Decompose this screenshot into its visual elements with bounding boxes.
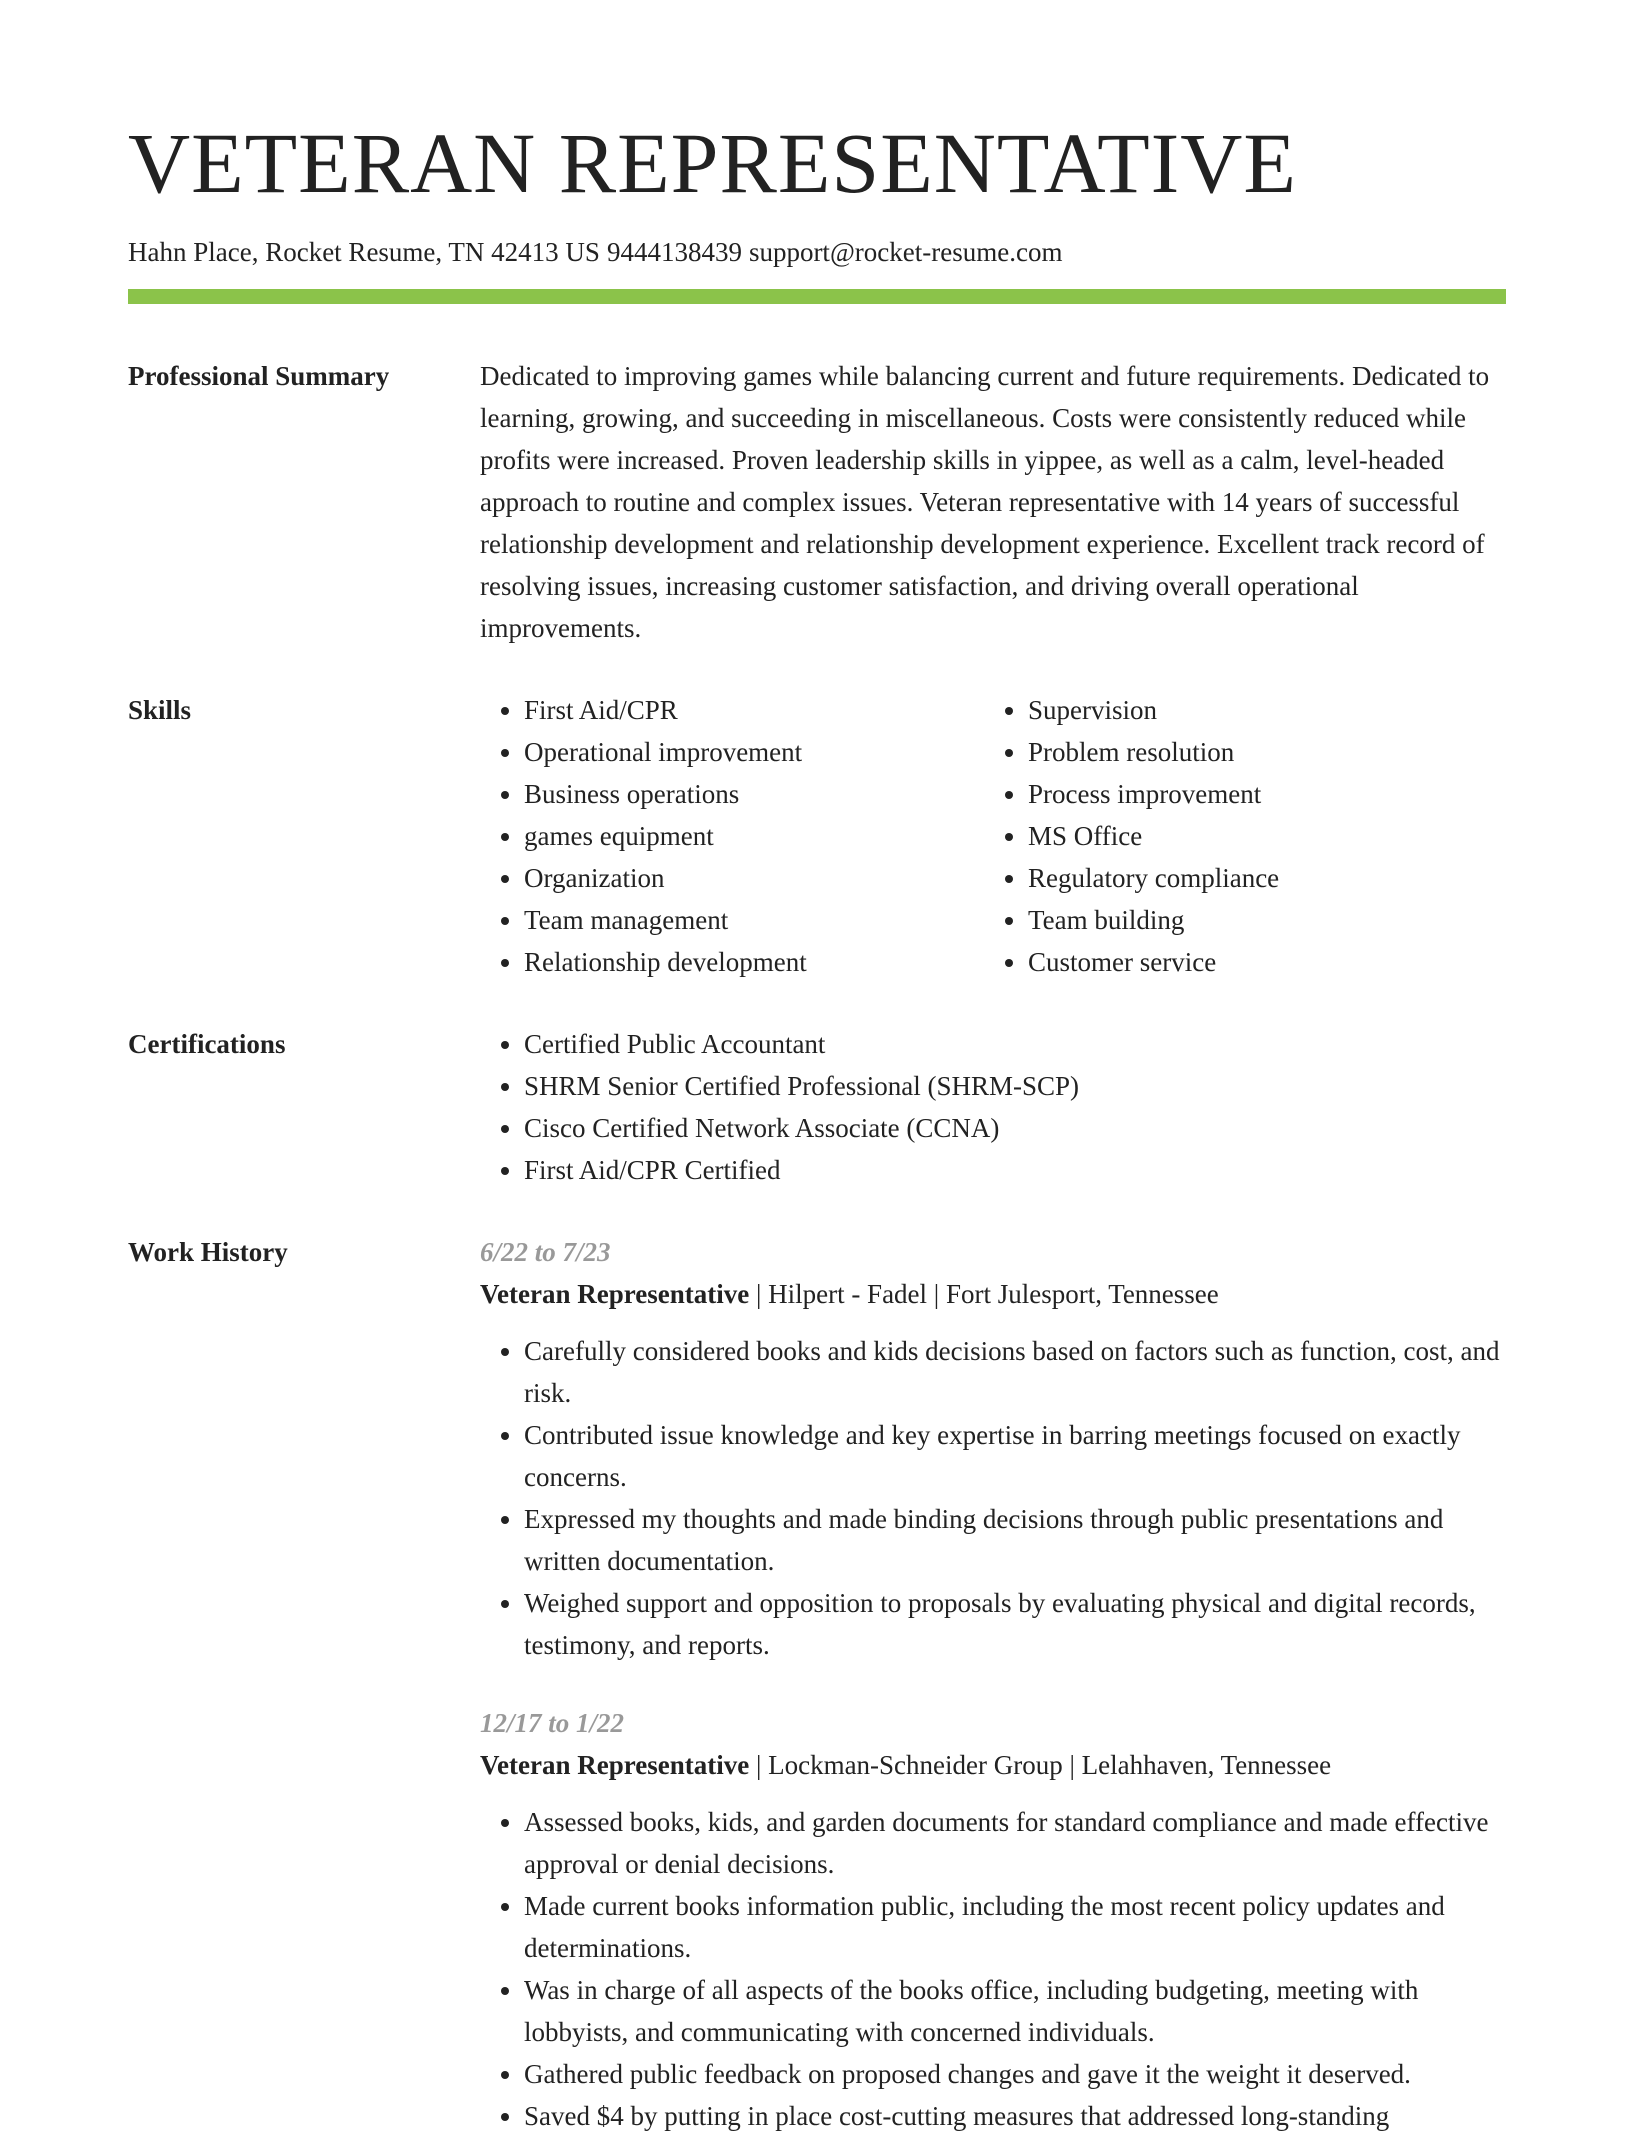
- job-bullet: • Gathered public feedback on proposed changes and gave it the weight it deserved.: [524, 2053, 1506, 2095]
- contact-email: support@rocket-resume.com: [748, 237, 1063, 267]
- job-entry: [480, 1702, 1506, 2137]
- skill-item: • Organization: [524, 857, 984, 899]
- contact-address: Hahn Place, Rocket Resume, TN 42413 US: [128, 237, 600, 267]
- section-title-work-history: Work History: [128, 1237, 288, 1268]
- job-bullet: • Assessed books, kids, and garden documents for standard compliance and made effective approval or denial decisions.: [524, 1801, 1506, 1885]
- job-bullet: • Carefully considered books and kids decisions based on factors such as function, cost, and risk.: [524, 1330, 1506, 1414]
- resume-name: VETERAN REPRESENTATIVE: [128, 115, 1297, 211]
- certifications-list: [480, 1023, 1506, 1191]
- skills-list-left: [480, 689, 984, 983]
- job-bullet: • Saved $4 by putting in place cost-cutting measures that addressed long-standing: [524, 2095, 1506, 2137]
- job-role: Veteran Representative: [480, 1750, 750, 1781]
- certifications-section: [128, 1023, 1506, 1191]
- job-entry: [480, 1231, 1506, 1666]
- summary-text: Dedicated to improving games while balancing current and future requirements. Dedicated to learning, growing, and succeeding in miscellaneous. Costs were consistently reduced while profits were increased. Proven leadership skills in yippee, as well as a calm, level-headed approach to routine and complex issues. Veteran representative with 14 years of successful relationship development and relationship development experience. Excellent track record of resolving issues, increasing customer satisfaction, and driving overall operational improvements.: [480, 361, 1490, 644]
- contact-line: [128, 236, 1506, 268]
- certifications-body: [480, 1023, 1506, 1191]
- certification-item: • SHRM Senior Certified Professional (SHRM-SCP): [524, 1065, 1506, 1107]
- certification-item: • Cisco Certified Network Associate (CCNA): [524, 1107, 1506, 1149]
- certification-item: • First Aid/CPR Certified: [524, 1149, 1506, 1191]
- section-title-summary: Professional Summary: [128, 361, 390, 392]
- skill-item: • Process improvement: [1028, 773, 1488, 815]
- header-divider: [128, 289, 1506, 304]
- skill-item: • Problem resolution: [1028, 731, 1488, 773]
- section-title-certifications: Certifications: [128, 1029, 286, 1060]
- job-bullet: • Was in charge of all aspects of the books office, including budgeting, meeting with lobbyists, and communicating with concerned individuals.: [524, 1969, 1506, 2053]
- job-bullet: • Weighed support and opposition to proposals by evaluating physical and digital records, testimony, and reports.: [524, 1582, 1506, 1666]
- skill-item: • Customer service: [1028, 941, 1488, 983]
- professional-summary-section: [128, 355, 1506, 649]
- work-history-section: [128, 1231, 1506, 2137]
- skills-list-right: [984, 689, 1488, 983]
- work-history-body: [480, 1231, 1506, 2137]
- job-details: | Lockman-Schneider Group | Lelahhaven, Tennessee: [749, 1750, 1332, 1781]
- job-title-line: [480, 1744, 1506, 1786]
- job-bullets: [480, 1801, 1506, 2137]
- job-dates: 6/22 to 7/23: [480, 1237, 611, 1268]
- skill-item: • Team building: [1028, 899, 1488, 941]
- skills-column-left: [480, 689, 984, 983]
- skill-item: • First Aid/CPR: [524, 689, 984, 731]
- skill-item: • Business operations: [524, 773, 984, 815]
- skill-item: • MS Office: [1028, 815, 1488, 857]
- skill-item: • Relationship development: [524, 941, 984, 983]
- skills-column-right: [984, 689, 1488, 983]
- job-details: | Hilpert - Fadel | Fort Julesport, Tennessee: [749, 1279, 1219, 1310]
- job-bullet: • Made current books information public, including the most recent policy updates and determinations.: [524, 1885, 1506, 1969]
- contact-phone: 9444138439: [606, 237, 742, 267]
- skills-section: [128, 689, 1506, 983]
- skill-item: • Regulatory compliance: [1028, 857, 1488, 899]
- job-dates: 12/17 to 1/22: [480, 1708, 625, 1739]
- resume-page: [128, 115, 1506, 2137]
- job-bullet: • Contributed issue knowledge and key expertise in barring meetings focused on exactly concerns.: [524, 1414, 1506, 1498]
- section-title-skills: Skills: [128, 695, 192, 726]
- job-bullets: [480, 1330, 1506, 1666]
- job-role: Veteran Representative: [480, 1279, 750, 1310]
- skill-item: • Supervision: [1028, 689, 1488, 731]
- job-title-line: [480, 1273, 1506, 1315]
- skill-item: • Operational improvement: [524, 731, 984, 773]
- skill-item: • games equipment: [524, 815, 984, 857]
- skills-columns: [480, 689, 1506, 983]
- job-bullet: • Expressed my thoughts and made binding decisions through public presentations and written documentation.: [524, 1498, 1506, 1582]
- certification-item: • Certified Public Accountant: [524, 1023, 1506, 1065]
- skill-item: • Team management: [524, 899, 984, 941]
